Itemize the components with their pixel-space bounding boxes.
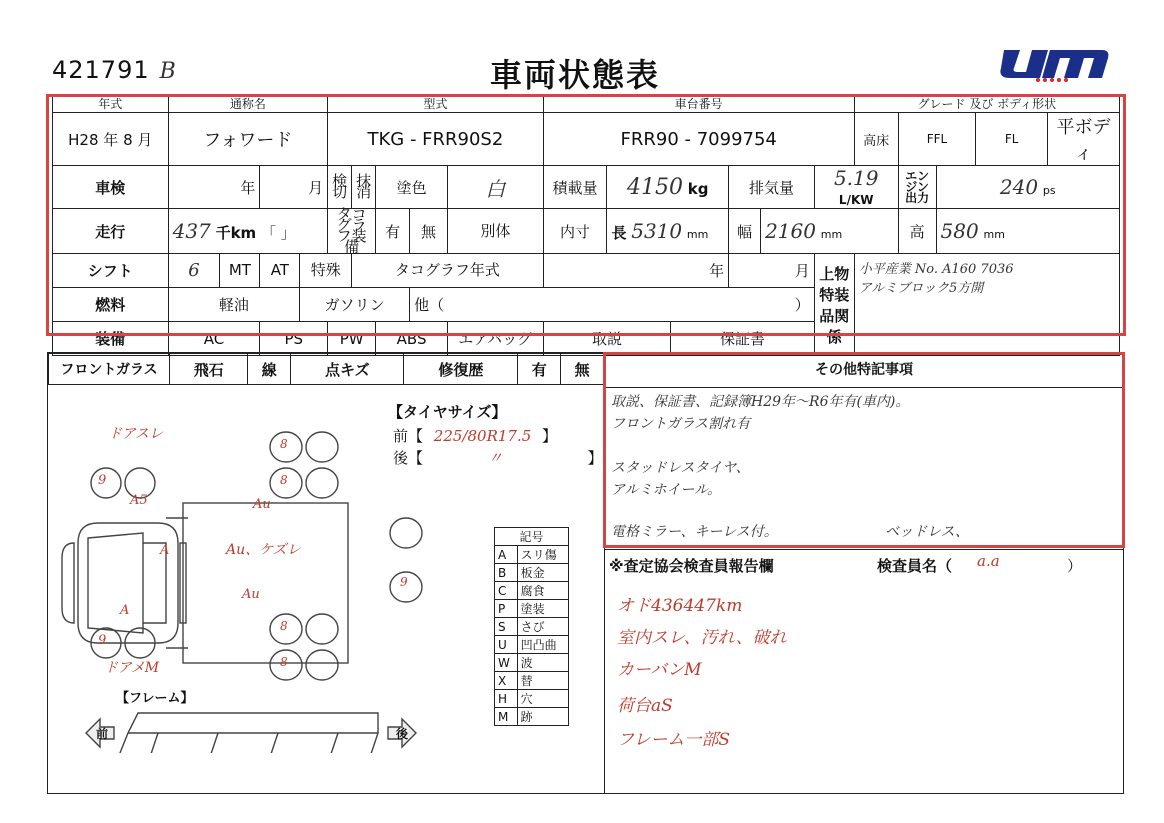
legend-desc: スリ傷: [517, 546, 568, 564]
glass-spot: 点キズ: [291, 354, 404, 385]
label-tacho-year: タコグラフ年式: [352, 254, 544, 288]
glass-line: 線: [248, 354, 291, 385]
mileage-value: 437: [172, 219, 211, 243]
tacho-yes: 有: [376, 209, 410, 254]
report-line: カーバンM: [617, 660, 702, 680]
length-value: 5310: [631, 219, 683, 243]
tire-front-close: 】: [542, 427, 558, 445]
document-number-suffix: B: [159, 59, 177, 84]
width-unit: mm: [820, 228, 843, 241]
inspection-year: 年: [168, 166, 260, 209]
bed-ffl: FFL: [898, 113, 976, 166]
label-front-glass: フロントガラス: [49, 354, 170, 385]
inspection-month: 月: [260, 166, 328, 209]
mileage-unit: 千km: [215, 224, 257, 242]
fuel-other: 他（: [414, 296, 445, 314]
report-line: フレーム一部S: [617, 730, 730, 750]
label-repair-history: 修復歴: [404, 354, 518, 385]
equip-ac: AC: [168, 322, 260, 356]
label-color: 塗色: [376, 166, 448, 209]
label-equipment: 装備: [53, 322, 169, 356]
label-engine: エンジン出力: [898, 166, 936, 209]
vehicle-info-table: [52, 94, 1120, 356]
legend-code: W: [495, 654, 518, 672]
report-line: オド436447km: [617, 596, 743, 616]
label-mileage: 走行: [53, 209, 169, 254]
inspector-close: ）: [1067, 557, 1083, 575]
page-title: 車両状態表: [490, 56, 661, 94]
legend-title: 記号: [495, 528, 569, 546]
note-line: スタッドレスタイヤ、: [611, 460, 750, 476]
note-line: 電格ミラー、キーレス付。: [611, 524, 778, 540]
width-value: 2160: [765, 219, 816, 243]
tacho-separate: 別体: [448, 209, 544, 254]
legend-desc: 波: [517, 654, 568, 672]
label-width: 幅: [729, 209, 761, 254]
label-inner-size: 内寸: [543, 209, 607, 254]
height-unit: mm: [983, 228, 1005, 241]
legend-code: M: [495, 708, 518, 726]
note-line: 取説、保証書、記録簿H29年～R6年有(車内)。: [611, 394, 910, 410]
note-au-top: Au: [253, 497, 271, 512]
tire-mark-rear-2: 8: [280, 473, 288, 487]
legend-code: H: [495, 690, 518, 708]
tire-mark-rear-1: 8: [280, 437, 288, 451]
note-door-scuff: ドアスレ: [108, 426, 164, 442]
fuel-close: ）: [794, 296, 810, 314]
notes-panel: [604, 352, 1124, 794]
tire-mark-rear-3: 8: [280, 619, 288, 633]
vehicle-name: フォワード: [168, 113, 328, 166]
report-line: 室内スレ、汚れ、破れ: [617, 628, 787, 648]
bracket-close: 」: [280, 224, 296, 242]
report-header: [605, 549, 1123, 578]
legend-table: [494, 527, 569, 726]
notes-title: その他特記事項: [605, 353, 1123, 388]
company-logo: [998, 44, 1110, 84]
tire-front-value: 225/80R17.5: [433, 427, 532, 445]
length-unit: mm: [686, 228, 709, 241]
inspection-expired: 検切: [328, 166, 352, 209]
cargo-line-2: アルミブロック5方開: [858, 281, 984, 296]
shift-mt: MT: [220, 254, 260, 288]
shift-special: 特殊: [300, 254, 352, 288]
equip-ps: PS: [260, 322, 328, 356]
tire-rear-close: 】: [587, 449, 603, 467]
frame-front: 前: [96, 727, 109, 741]
legend-desc: 替: [517, 672, 568, 690]
note-line: ベッドレス、: [885, 524, 969, 540]
engine-value: 240: [999, 175, 1039, 199]
model-code: TKG - FRR90S2: [328, 113, 544, 166]
tire-mark-rear-4: 8: [280, 655, 288, 669]
equip-airbag: エアバッグ: [448, 322, 544, 356]
fuel-gasoline: ガソリン: [300, 288, 410, 322]
glass-table: [48, 353, 604, 385]
note-a-front: A: [160, 543, 170, 558]
cargo-line-1: 小平産業 No. A160 7036: [858, 262, 1014, 277]
load-value: 4150: [627, 174, 684, 200]
inspector-label: 検査員名（: [877, 557, 953, 575]
damage-panel: [47, 352, 605, 794]
tire-front-label: 前【: [393, 427, 424, 445]
shift-at: AT: [260, 254, 300, 288]
note-a5: A5: [130, 493, 148, 508]
truck-diagram: [48, 393, 448, 753]
report-line: 荷台aS: [617, 696, 673, 716]
legend-desc: さび: [517, 618, 568, 636]
legend-code: S: [495, 618, 518, 636]
legend-code: P: [495, 600, 518, 618]
tire-rear-label: 後【: [393, 449, 424, 467]
legend-code: U: [495, 636, 518, 654]
legend-desc: 腐食: [517, 582, 568, 600]
label-length: 長: [611, 224, 627, 242]
bracket-open: 「: [260, 224, 276, 242]
label-fuel: 燃料: [53, 288, 169, 322]
displacement-value: 5.19: [833, 166, 879, 190]
note-door-m: ドアメM: [104, 660, 160, 676]
frame-rear: 後: [396, 727, 409, 741]
fuel-diesel: 軽油: [168, 288, 300, 322]
label-load: 積載量: [543, 166, 607, 209]
label-year: 年式: [53, 95, 169, 113]
document-number: 421791 B: [52, 56, 177, 84]
legend-code: C: [495, 582, 518, 600]
label-displacement: 排気量: [729, 166, 815, 209]
legend-desc: 跡: [517, 708, 568, 726]
body-type: 平ボディ: [1048, 113, 1120, 166]
height-value: 580: [940, 219, 979, 243]
tacho-year: 年: [543, 254, 728, 288]
equip-abs: ABS: [376, 322, 448, 356]
note-line: フロントガラス割れ有: [611, 416, 751, 432]
legend-code: X: [495, 672, 518, 690]
glass-chip: 飛石: [170, 354, 248, 385]
label-model: 型式: [328, 95, 544, 113]
tire-mark-front-left: 9: [98, 473, 107, 488]
tire-mark-spare: 9: [400, 575, 408, 589]
legend-code: A: [495, 546, 518, 564]
note-a-side: A: [120, 603, 130, 618]
note-line: アルミホイール。: [611, 482, 722, 498]
frame-title: 【フレーム】: [116, 691, 194, 706]
label-name: 通称名: [168, 95, 328, 113]
load-unit: kg: [687, 179, 709, 198]
tire-mark-front-right: 9: [98, 633, 107, 648]
inspection-scrapped: 抹消: [352, 166, 376, 209]
chassis-number: FRR90 - 7099754: [543, 113, 854, 166]
label-tachograph: タコグラフ装備: [328, 209, 376, 254]
repair-no: 無: [561, 354, 604, 385]
tire-rear-value: 〃: [487, 449, 503, 467]
color-value: 白: [448, 166, 544, 209]
equip-warranty: 保証書: [671, 322, 815, 356]
legend-code: B: [495, 564, 518, 582]
label-cargo: 上物特装品関係: [814, 254, 854, 356]
shift-value: 6: [168, 254, 220, 288]
label-height: 高: [898, 209, 936, 254]
bed-fl: FL: [976, 113, 1048, 166]
label-chassis: 車台番号: [543, 95, 854, 113]
legend-desc: 穴: [517, 690, 568, 708]
repair-yes: 有: [518, 354, 561, 385]
equip-manual: 取説: [543, 322, 671, 356]
legend-desc: 板金: [517, 564, 568, 582]
report-title: ※査定協会検査員報告欄: [609, 557, 774, 575]
equip-pw: PW: [328, 322, 376, 356]
label-inspection: 車検: [53, 166, 169, 209]
note-au-bottom: Au: [242, 587, 260, 602]
engine-unit: ps: [1042, 184, 1056, 197]
year-value: H28 年 8 月: [53, 113, 169, 166]
label-grade: グレード 及び ボディ形状: [854, 95, 1119, 113]
tire-size-title: 【タイヤサイズ】: [388, 403, 507, 421]
displacement-unit: L/KW: [838, 193, 874, 207]
label-shift: シフト: [53, 254, 169, 288]
tacho-month: 月: [729, 254, 815, 288]
legend-desc: 凹凸曲: [517, 636, 568, 654]
tacho-no: 無: [410, 209, 448, 254]
legend-desc: 塗装: [517, 600, 568, 618]
inspector-name: a.a: [977, 552, 1000, 570]
bed-label: 高床: [854, 113, 898, 166]
note-au-scrape: Au、ケズレ: [226, 542, 301, 558]
